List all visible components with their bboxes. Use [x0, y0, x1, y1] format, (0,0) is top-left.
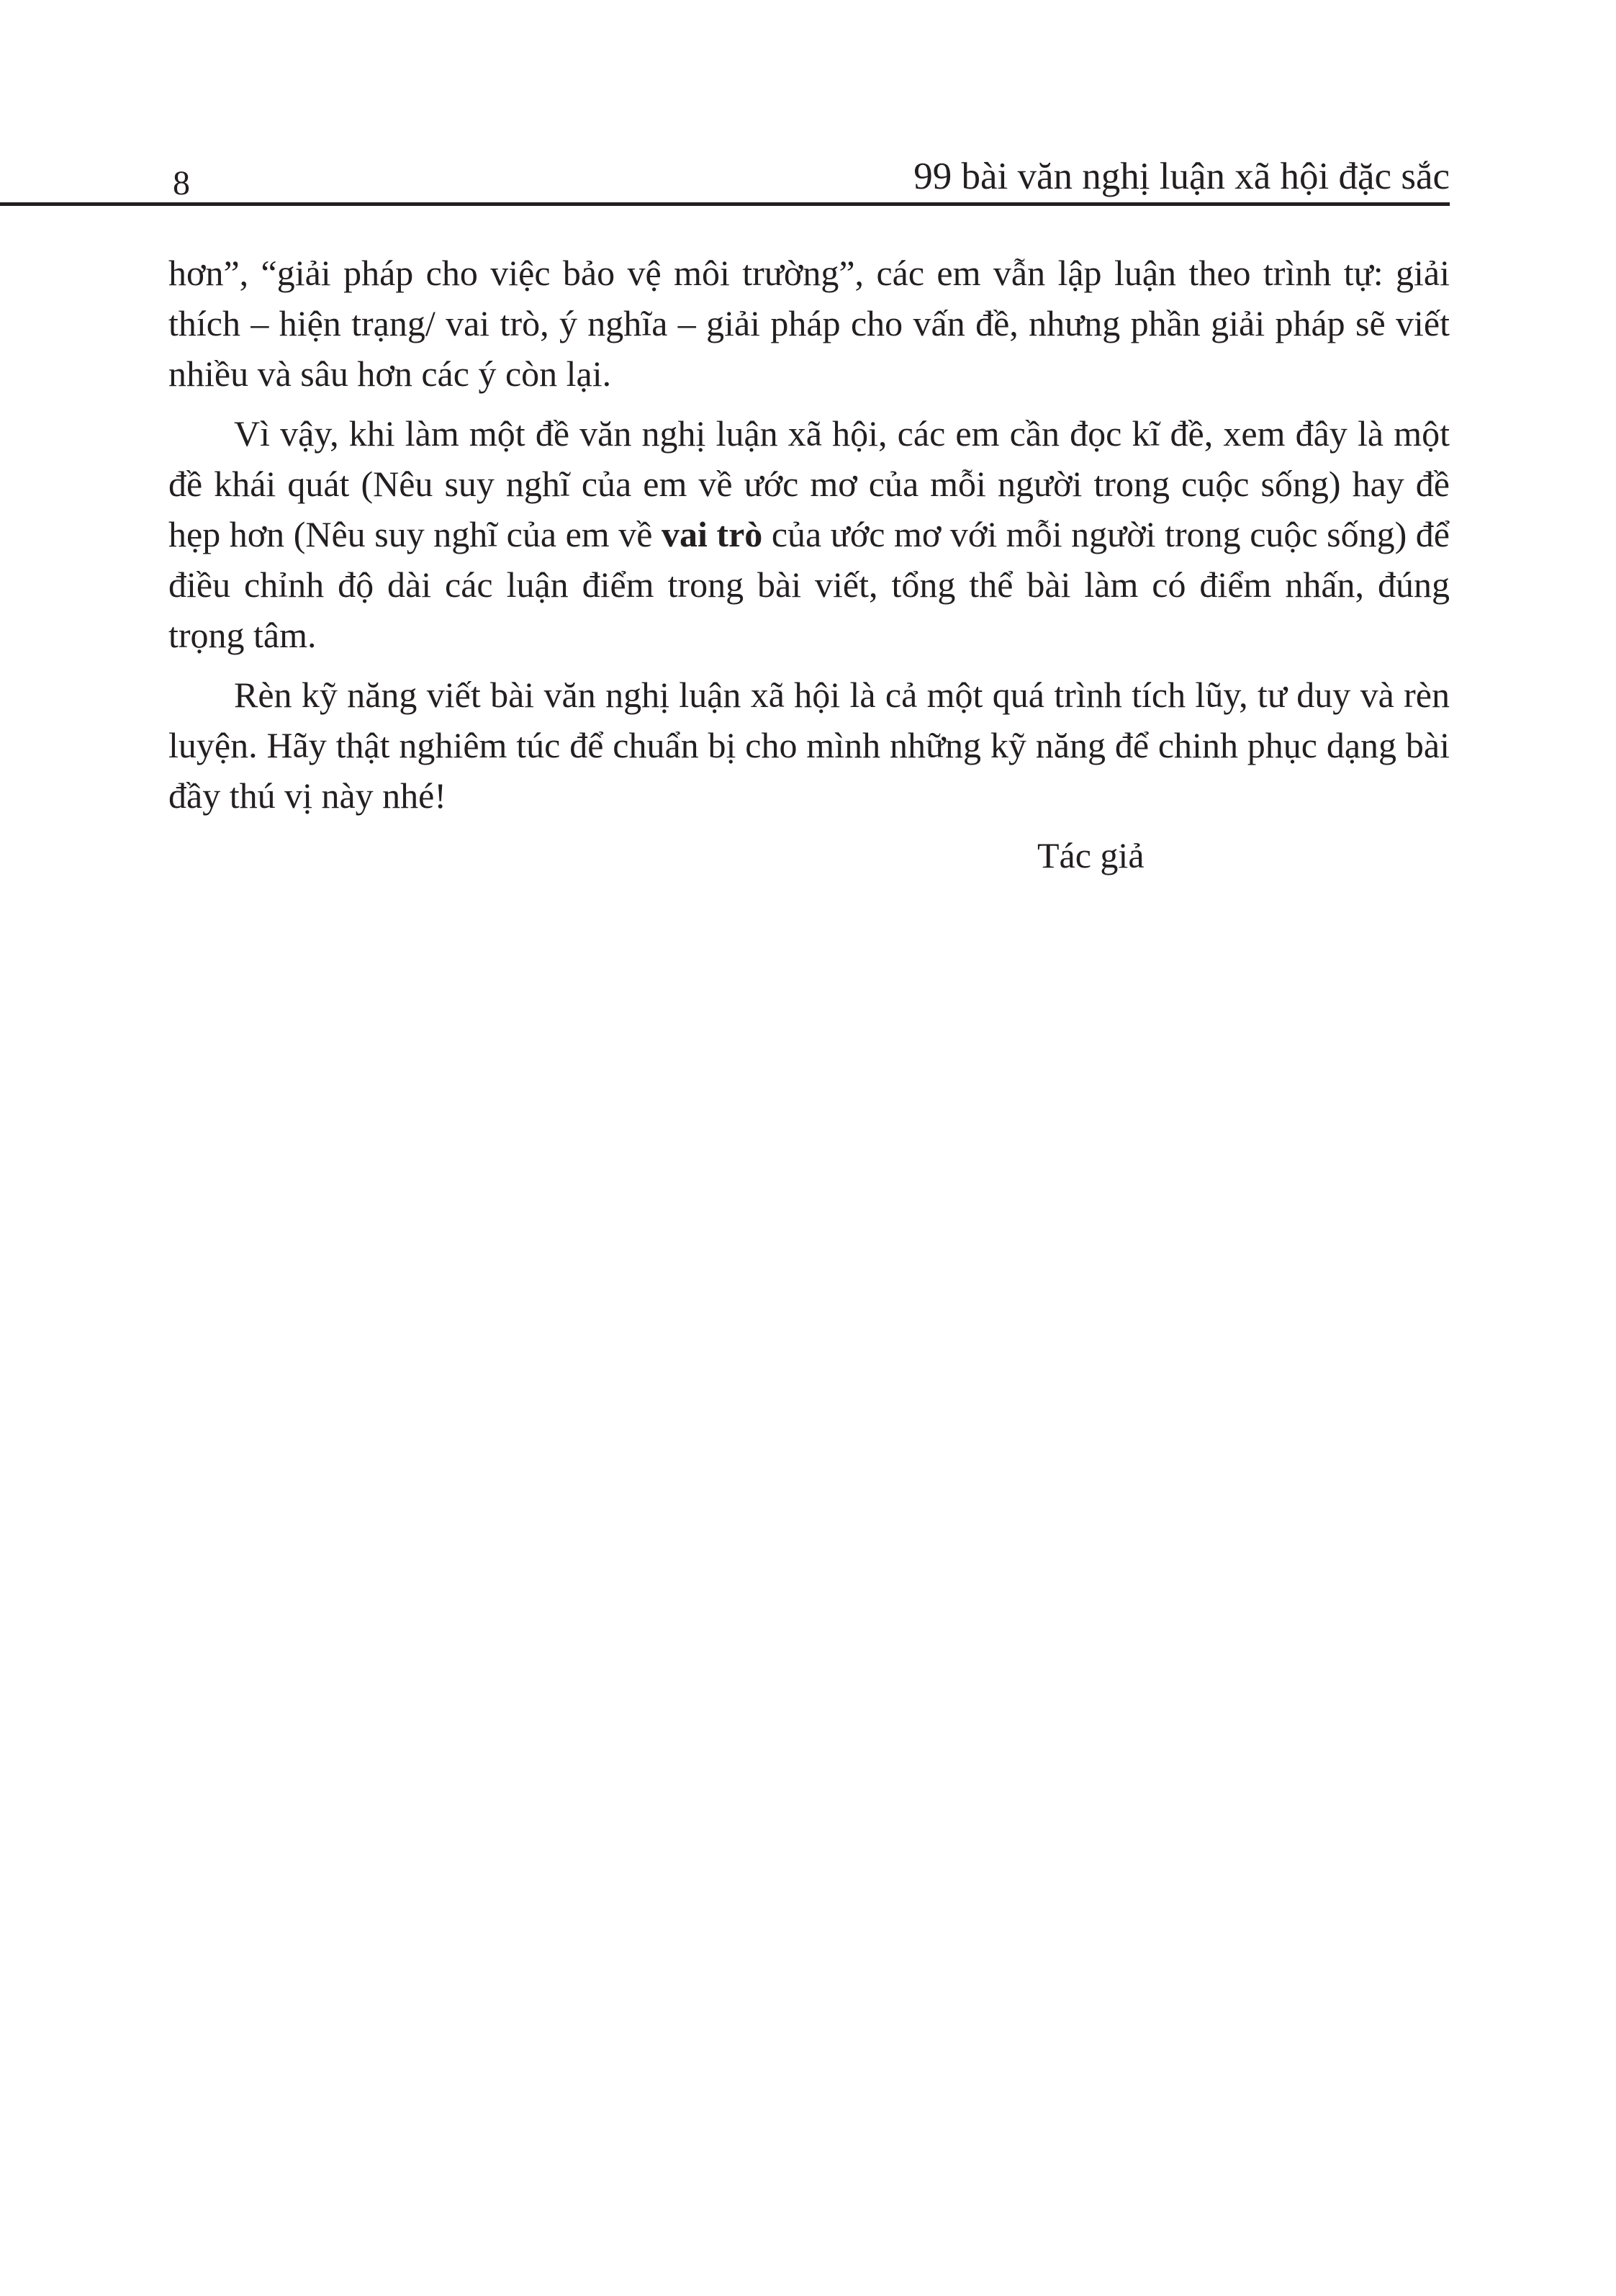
running-title: 99 bài văn nghị luận xã hội đặc sắc [913, 156, 1450, 197]
paragraph-advice [168, 408, 1450, 660]
paragraph-advice-text-start: Vì vậy, khi làm một đề văn nghị luận xã hội, các em cần đọc kĩ đề, xem đây là một đề khái quát (Nêu suy nghĩ của em về ước mơ của mỗi người trong cuộc sống) hay đề hẹp hơn (Nêu suy nghĩ của em về [168, 413, 1450, 554]
header-rule [0, 202, 1450, 206]
paragraph-continuation: hơn”, “giải pháp cho việc bảo vệ môi trường”, các em vẫn lập luận theo trình tự: giải thích – hiện trạng/ vai trò, ý nghĩa – giải pháp cho vấn đề, nhưng phần giải pháp sẽ viết nhiều và sâu hơn các ý còn lại. [168, 253, 1450, 394]
emphasis-vai-tro: vai trò [661, 514, 763, 554]
body-text [168, 248, 1450, 881]
paragraph-advice-text-end: của ước mơ với mỗi người trong cuộc sống) để điều chỉnh độ dài các luận điểm trong bài viết, tổng thể bài làm có điểm nhấn, đúng trọng tâm. [168, 514, 1450, 655]
paragraph-closing: Rèn kỹ năng viết bài văn nghị luận xã hội là cả một quá trình tích lũy, tư duy và rèn luyện. Hãy thật nghiêm túc để chuẩn bị cho mình những kỹ năng để chinh phục dạng bài đầy thú vị này nhé! [168, 675, 1450, 816]
page-header [168, 148, 1450, 207]
author-signature: Tác giả [1037, 835, 1145, 875]
page-number: 8 [173, 164, 190, 202]
